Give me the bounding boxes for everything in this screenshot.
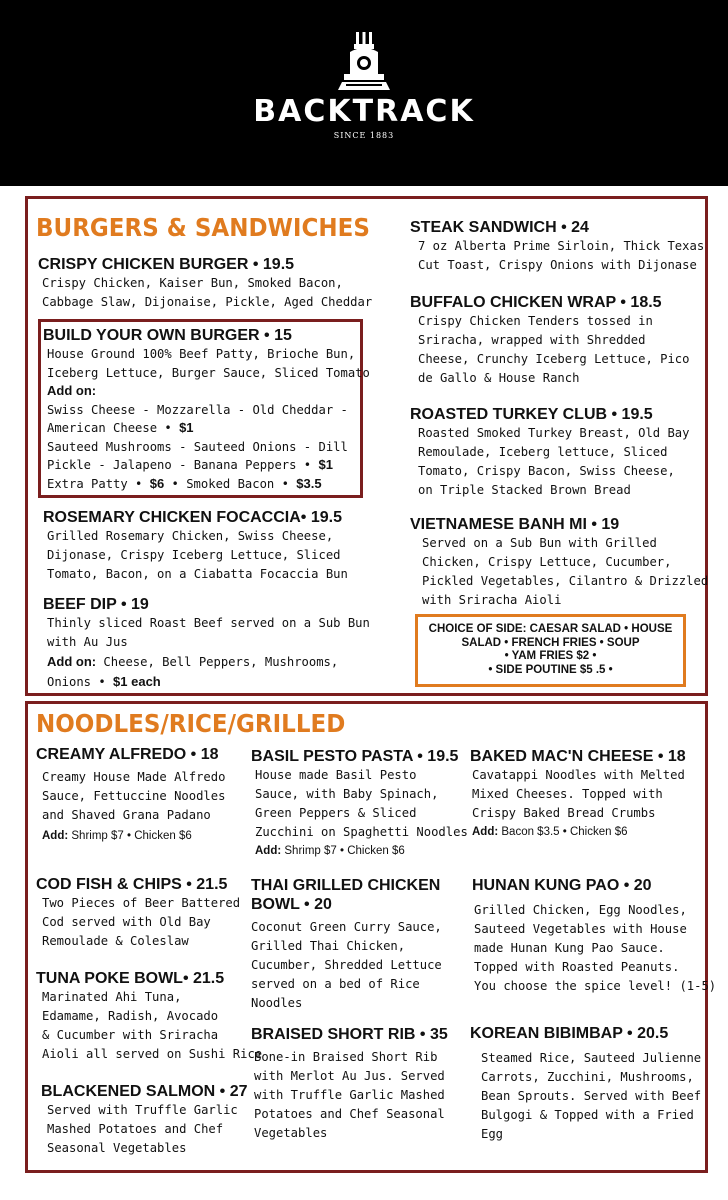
menu-item-rosemary-focaccia <box>43 508 348 584</box>
item-desc: Thinly sliced Roast Beef served on a Sub Bun with Au Jus <box>47 616 370 649</box>
menu-item-turkey-club <box>410 405 690 500</box>
item-title: CRISPY CHICKEN BURGER • 19.5 <box>38 256 295 273</box>
side-line-4: • SIDE POUTINE $5 .5 • <box>488 663 613 676</box>
item-title: CREAMY ALFREDO • 18 <box>36 746 219 763</box>
addon-line-2 <box>47 672 370 692</box>
item-title: COD FISH & CHIPS • 21.5 <box>36 876 228 893</box>
item-title: VIETNAMESE BANH MI • 19 <box>410 516 620 533</box>
side-choice-text <box>418 617 683 677</box>
addon-price: $1 <box>318 457 333 472</box>
item-desc: Grilled Chicken, Egg Noodles, Sauteed Vegetables with House made Hunan Kung Pao Sauce. Topped with Roasted Peanuts. You choose the spice level! (1-5) <box>474 903 717 993</box>
addon-text: • Smoked Bacon • <box>164 476 297 491</box>
addon-label: Add on: <box>47 383 97 398</box>
burgers-section-title: BURGERS & SANDWICHES <box>36 213 370 242</box>
addon-line-3: Sauteed Mushrooms - Sauteed Onions - Dill <box>47 439 348 454</box>
item-title: BUFFALO CHICKEN WRAP • 18.5 <box>410 294 662 311</box>
side-line-3: • YAM FRIES $2 • <box>504 650 597 662</box>
item-desc: House made Basil Pesto Sauce, with Baby Spinach, Green Peppers & Sliced Zucchini on Spaghetti Noodles <box>255 768 468 839</box>
side-choice-box <box>415 614 686 687</box>
addon-line-1: Swiss Cheese - Mozzarella - Old Cheddar - <box>47 402 348 417</box>
item-desc: 7 oz Alberta Prime Sirloin, Thick Texas Cut Toast, Crispy Onions with Dijonase <box>418 239 705 272</box>
train-logo-icon <box>336 30 392 92</box>
item-title: TUNA POKE BOWL• 21.5 <box>36 970 225 987</box>
menu-item-basil-pesto <box>251 747 468 860</box>
addon-line-5 <box>47 475 370 494</box>
menu-item-braised-short-rib <box>251 1025 448 1143</box>
item-desc: Roasted Smoked Turkey Breast, Old Bay Remoulade, Iceberg lettuce, Sliced Tomato, Crispy Bacon, Swiss Cheese, on Triple Stacked Brown Bread <box>418 426 690 497</box>
item-desc: Grilled Rosemary Chicken, Swiss Cheese, Dijonase, Crispy Iceberg Lettuce, Sliced Tomato, Bacon, on a Ciabatta Focaccia Bun <box>47 529 348 581</box>
addon-text: Cheese, Bell Peppers, Mushrooms, <box>96 655 339 669</box>
menu-item-creamy-alfredo <box>36 745 225 845</box>
item-title-line-1: THAI GRILLED CHICKEN <box>251 877 441 894</box>
item-title: BLACKENED SALMON • 27 <box>41 1083 248 1100</box>
item-desc: Crispy Chicken Tenders tossed in Sriracha, wrapped with Shredded Cheese, Crunchy Iceberg Lettuce, Pico de Gallo & House Ranch <box>418 314 690 385</box>
addon-text: Extra Patty • <box>47 476 150 491</box>
menu-item-blackened-salmon <box>41 1082 248 1158</box>
item-title: BASIL PESTO PASTA • 19.5 <box>251 748 459 765</box>
addon-price: $6 <box>149 475 165 491</box>
menu-item-buffalo-wrap <box>410 293 690 388</box>
item-desc: Steamed Rice, Sauteed Julienne Carrots, Zucchini, Mushrooms, Bean Sprouts. Served with Beef Bulgogi & Topped with a Fried Egg <box>481 1051 702 1141</box>
item-title: BAKED MAC'N CHEESE • 18 <box>470 748 686 765</box>
menu-item-baked-mac-cheese <box>470 747 686 841</box>
add-line <box>472 823 686 841</box>
item-desc: Bone-in Braised Short Rib with Merlot Au Jus. Served with Truffle Garlic Mashed Potatoes and Chef Seasonal Vegetables <box>254 1050 445 1140</box>
side-line-2: SALAD • FRENCH FRIES • SOUP <box>461 636 640 649</box>
add-label: Add: <box>42 830 69 842</box>
menu-item-build-your-own-burger <box>43 326 370 493</box>
addon-price: $3.5 <box>296 475 322 491</box>
addon-line <box>47 652 370 672</box>
add-text: Bacon $3.5 • Chicken $6 <box>498 826 628 838</box>
item-desc: Marinated Ahi Tuna, Edamame, Radish, Avocado & Cucumber with Sriracha Aioli all served on Sushi Rice <box>42 990 263 1061</box>
item-title: KOREAN BIBIMBAP • 20.5 <box>470 1025 669 1042</box>
addon-text: Pickle - Jalapeno - Banana Peppers • <box>47 458 319 472</box>
menu-item-thai-grilled-chicken <box>251 876 442 1013</box>
item-desc: Coconut Green Curry Sauce, Grilled Thai Chicken, Cucumber, Shredded Lettuce served on a bed of Rice Noodles <box>251 920 442 1010</box>
item-title: BEEF DIP • 19 <box>43 596 149 613</box>
item-title-line-2: BOWL • 20 <box>251 896 332 913</box>
add-text: Shrimp $7 • Chicken $6 <box>281 845 405 857</box>
menu-item-crispy-chicken-burger <box>38 255 372 312</box>
item-title: ROSEMARY CHICKEN FOCACCIA• 19.5 <box>43 509 342 526</box>
addon-text: American Cheese • <box>47 421 180 435</box>
addon-text: Onions • <box>47 675 114 689</box>
addon-label: Add on: <box>47 654 97 669</box>
add-line <box>255 842 468 860</box>
brand-since: SINCE 1883 <box>333 131 395 140</box>
item-desc: House Ground 100% Beef Patty, Brioche Bun, Iceberg Lettuce, Burger Sauce, Sliced Tomato <box>47 347 370 380</box>
addon-block <box>47 382 370 401</box>
add-text: Shrimp $7 • Chicken $6 <box>68 830 192 842</box>
item-title: ROASTED TURKEY CLUB • 19.5 <box>410 406 653 423</box>
item-desc: Cavatappi Noodles with Melted Mixed Cheeses. Topped with Crispy Baked Bread Crumbs <box>472 768 685 820</box>
menu-item-korean-bibimbap <box>470 1024 701 1144</box>
brand-name: BACKTRACK <box>253 94 475 129</box>
menu-item-hunan-kung-pao <box>472 876 716 996</box>
menu-item-tuna-poke <box>36 969 262 1064</box>
item-desc: Two Pieces of Beer Battered Cod served with Old Bay Remoulade & Coleslaw <box>42 896 241 948</box>
add-label: Add: <box>472 826 499 838</box>
add-line <box>42 827 225 845</box>
item-title: BUILD YOUR OWN BURGER • 15 <box>43 327 292 344</box>
item-desc: Served on a Sub Bun with Grilled Chicken, Crispy Lettuce, Cucumber, Pickled Vegetables, Cilantro & Drizzled with Sriracha Aioli <box>422 536 709 607</box>
item-desc: Served with Truffle Garlic Mashed Potatoes and Chef Seasonal Vegetables <box>47 1103 238 1155</box>
item-title: BRAISED SHORT RIB • 35 <box>251 1026 448 1043</box>
noodles-section-title: NOODLES/RICE/GRILLED <box>36 709 346 738</box>
add-label: Add: <box>255 845 282 857</box>
addon-price: $1 each <box>113 674 161 689</box>
addon-line-4 <box>47 456 370 475</box>
side-line-1: CHOICE OF SIDE: CAESAR SALAD • HOUSE <box>428 623 673 635</box>
menu-item-banh-mi <box>410 515 708 610</box>
addon-line-2 <box>47 419 370 438</box>
menu-item-cod-fish-chips <box>36 875 240 951</box>
menu-item-beef-dip <box>43 595 370 692</box>
menu-item-steak-sandwich <box>410 218 704 275</box>
item-title: HUNAN KUNG PAO • 20 <box>472 877 652 894</box>
item-title: STEAK SANDWICH • 24 <box>410 219 589 236</box>
header <box>0 0 728 186</box>
item-desc: Crispy Chicken, Kaiser Bun, Smoked Bacon, Cabbage Slaw, Dijonaise, Pickle, Aged Cheddar <box>42 276 373 309</box>
item-desc: Creamy House Made Alfredo Sauce, Fettuccine Noodles and Shaved Grana Padano <box>42 770 226 822</box>
addon-price: $1 <box>179 420 194 435</box>
